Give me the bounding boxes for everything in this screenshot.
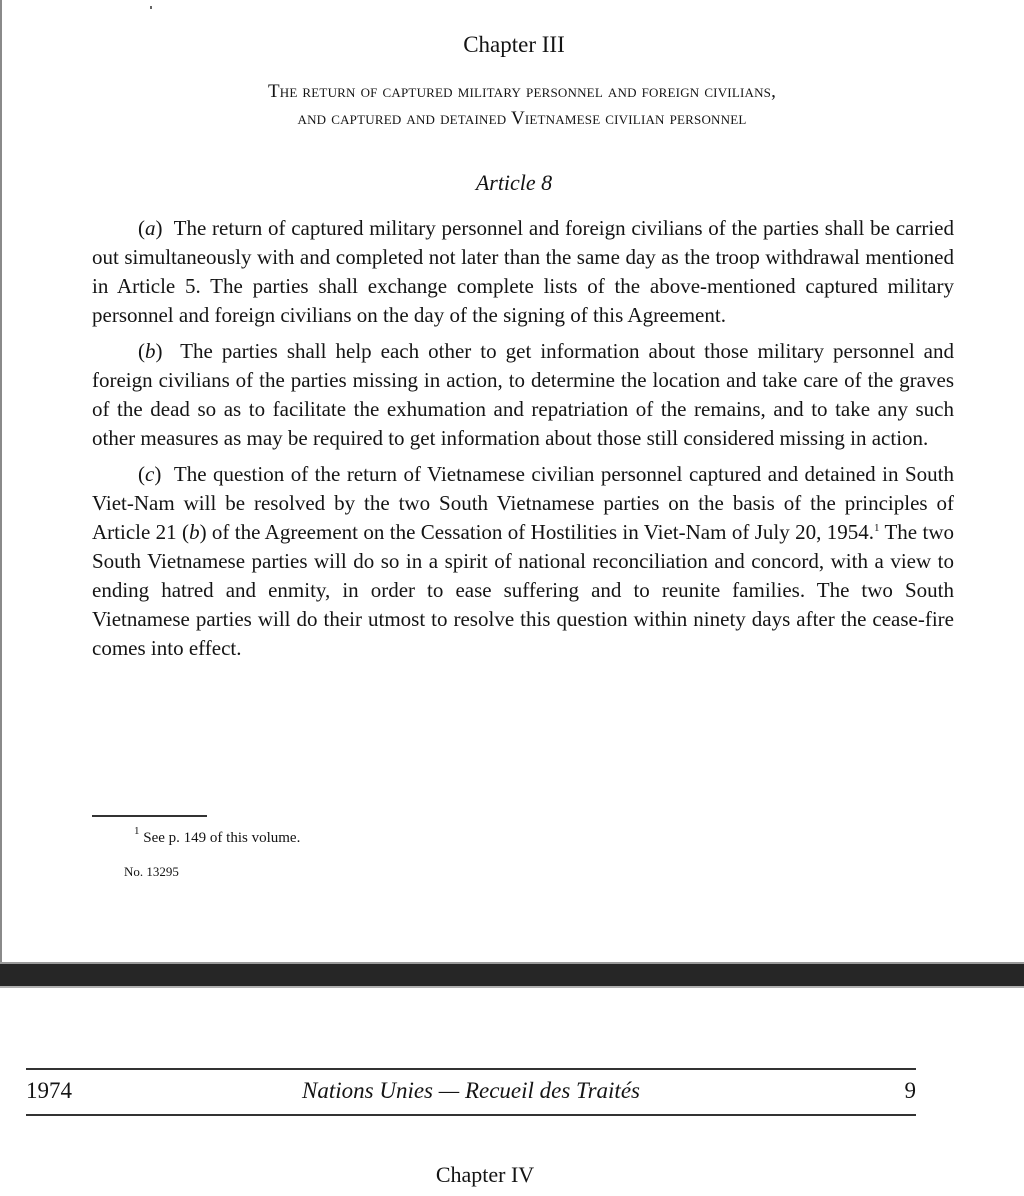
paragraph-text: The two South Vietnamese parties will do so in a spirit of national reconciliation and concord, with a view to ending hatred and enmity, in order to ease suffering and to reunite families. The two South Vietnamese parties will do their utmost to resolve this question within ninety days after the cease-fire comes into effect. [92,520,954,660]
next-chapter-title: Chapter IV [435,1162,535,1187]
footnote-text: See p. 149 of this volume. [143,830,301,846]
paragraph-label: (b) [138,339,163,363]
running-head-journal: Nations Unies — Recueil des Traités [302,1078,640,1103]
document-number: No. 13295 [124,864,179,879]
article-title: Article 8 [475,170,553,195]
running-head-year: 1974 [26,1078,72,1103]
paragraph-c [92,460,954,663]
paragraph-text-italic: b [189,520,200,544]
chapter-subtitle [102,78,942,132]
paragraph-text: The return of captured military personnel and foreign civilians of the parties shall be carried out simultaneously with and completed not later than the same day as the troop withdrawal mentioned in Article 5. The parties shall exchange complete lists of the above-mentioned captured military personnel and foreign civilians on the day of the signing of this Agreement. [92,216,954,327]
scan-speck [150,6,152,9]
paragraph-text: The question of the return of Vietnamese civilian personnel captured and detained in South Viet-Nam will be resolved by the two South Vietnamese parties on the basis of the principles of Article 21 ( [92,462,954,544]
paragraph-b [92,337,954,453]
footnote-divider [92,815,207,817]
footnote-reference[interactable]: 1 [873,522,880,534]
page-separator [0,962,1024,988]
paragraph-a [92,214,954,330]
document-page-next [0,988,1024,1196]
chapter-subtitle-line-2: and captured and detained Vietnamese civilian personnel [297,108,747,129]
footnote-marker: 1 [134,825,140,837]
paragraph-text: The parties shall help each other to get information about those military personnel and foreign civilians of the parties missing in action, to determine the location and take care of the graves of the dead so as to facilitate the exhumation and repatriation of the remains, and to take any such other measures as may be required to get information about those still considered missing in action. [92,339,954,450]
chapter-title: Chapter III [463,32,565,57]
page-number: 9 [904,1078,916,1103]
running-head [26,1068,916,1116]
paragraph-label: (a) [138,216,163,240]
paragraph-text: ) of the Agreement on the Cessation of Hostilities in Viet-Nam of July 20, 1954. [199,520,874,544]
chapter-subtitle-line-1: The return of captured military personnel and foreign civilians, [267,81,777,102]
footnote [134,825,301,847]
article-body [92,214,954,670]
paragraph-label: (c) [138,462,162,486]
